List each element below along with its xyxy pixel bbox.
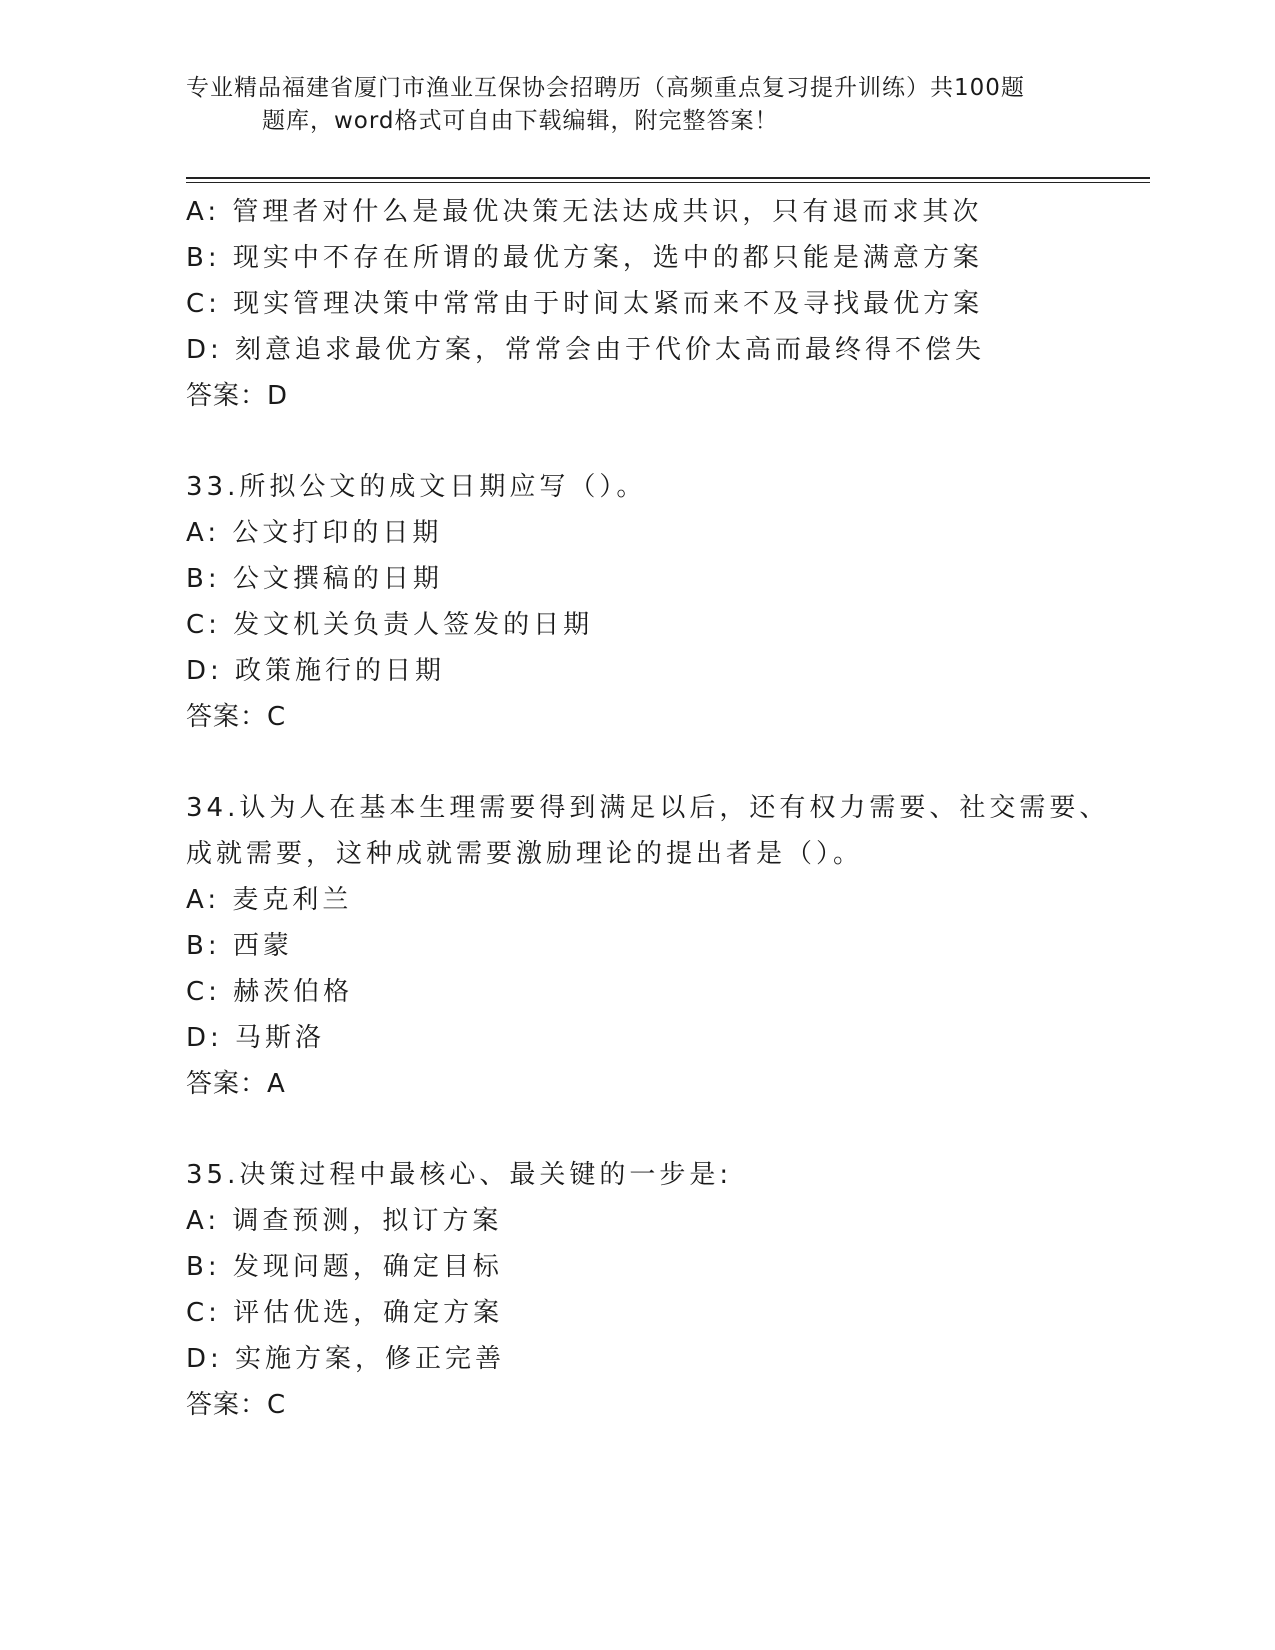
option-a: A: 调查预测，拟订方案 (186, 1206, 503, 1236)
question-block (186, 464, 1136, 740)
question-block (186, 189, 1136, 419)
question-block (186, 1152, 1136, 1428)
option-a: A: 管理者对什么是最优决策无法达成共识，只有退而求其次 (186, 197, 983, 227)
answer-line: 答案：C (186, 1390, 287, 1420)
answer-line: 答案：C (186, 702, 287, 732)
option-b: B: 公文撰稿的日期 (186, 564, 443, 594)
header-divider-thin (186, 182, 1150, 183)
option-c: C: 发文机关负责人签发的日期 (186, 610, 594, 640)
option-a: A: 麦克利兰 (186, 885, 353, 915)
option-b: B: 发现问题，确定目标 (186, 1252, 503, 1282)
header-title-line2: 题库，word格式可自由下载编辑，附完整答案！ (262, 108, 779, 134)
option-d: D: 马斯洛 (186, 1023, 326, 1053)
question-list (186, 189, 1136, 1428)
header-divider-thick (186, 177, 1150, 179)
document-header (186, 72, 1066, 138)
answer-line: 答案：A (186, 1069, 286, 1099)
option-c: C: 现实管理决策中常常由于时间太紧而来不及寻找最优方案 (186, 289, 984, 319)
question-stem: 33.所拟公文的成文日期应写（）。 (186, 472, 647, 502)
option-b: B: 西蒙 (186, 931, 293, 961)
option-a: A: 公文打印的日期 (186, 518, 443, 548)
question-stem-continued: 成就需要，这种成就需要激励理论的提出者是（）。 (186, 839, 864, 869)
question-block (186, 785, 1136, 1107)
option-d: D: 刻意追求最优方案，常常会由于代价太高而最终得不偿失 (186, 335, 986, 365)
answer-line: 答案：D (186, 381, 289, 411)
question-stem: 34.认为人在基本生理需要得到满足以后，还有权力需要、社交需要、 (186, 793, 1110, 823)
question-stem: 35.决策过程中最核心、最关键的一步是: (186, 1160, 733, 1190)
option-b: B: 现实中不存在所谓的最优方案，选中的都只能是满意方案 (186, 243, 983, 273)
option-d: D: 实施方案，修正完善 (186, 1344, 506, 1374)
header-title-line1: 专业精品福建省厦门市渔业互保协会招聘历（高频重点复习提升训练）共100题 (186, 75, 1025, 101)
option-c: C: 赫茨伯格 (186, 977, 354, 1007)
option-d: D: 政策施行的日期 (186, 656, 446, 686)
option-c: C: 评估优选，确定方案 (186, 1298, 504, 1328)
